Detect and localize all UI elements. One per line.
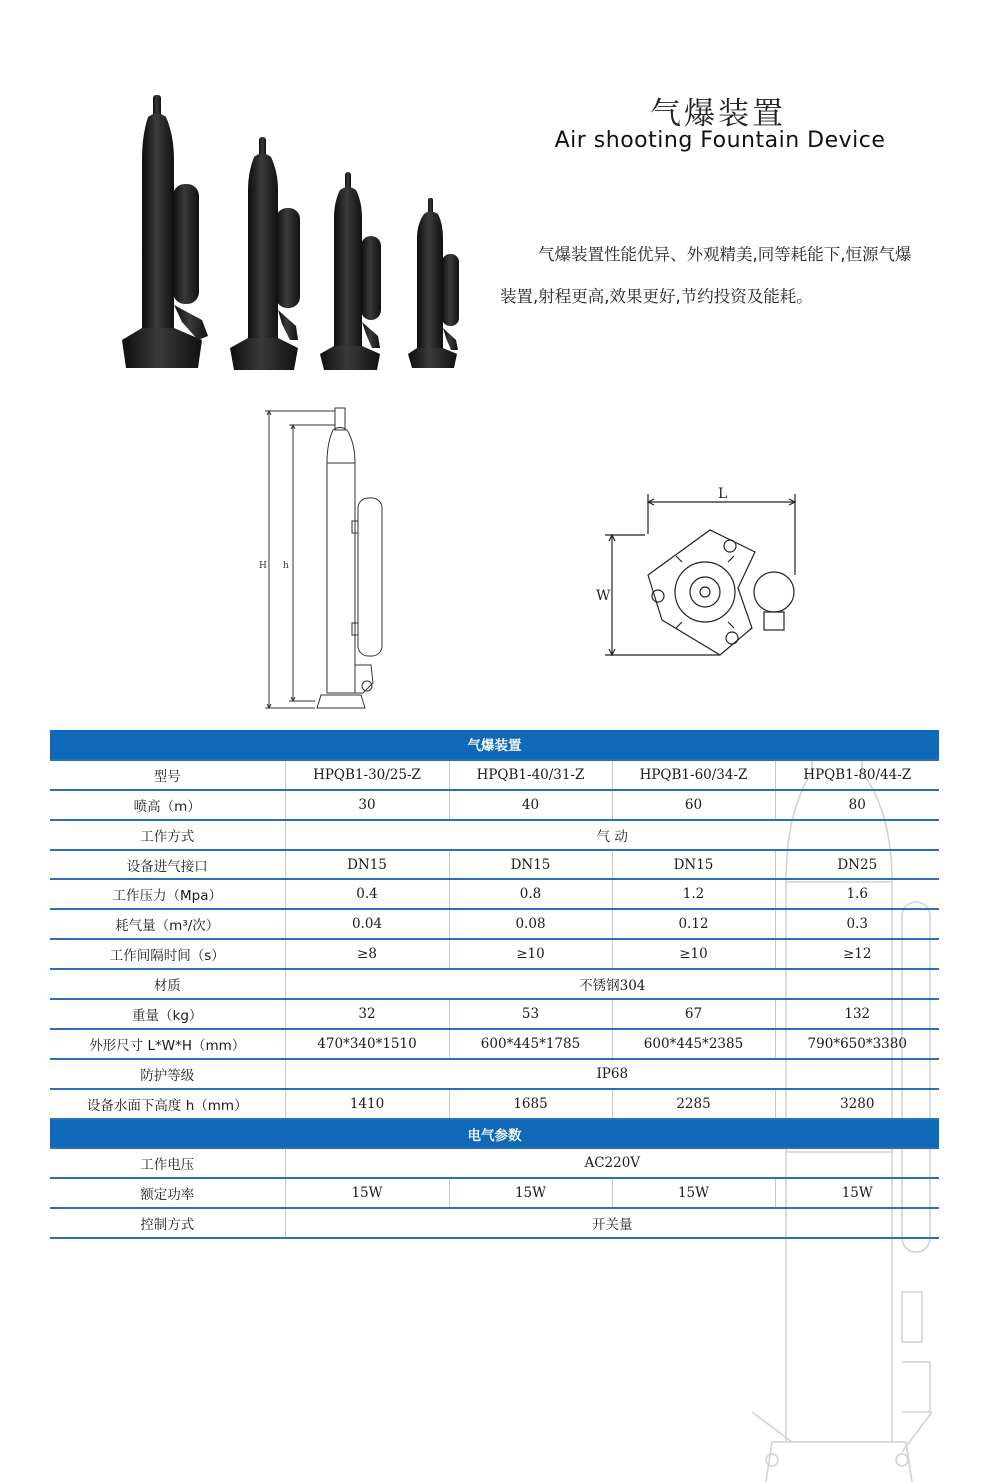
title-english: Air shooting Fountain Device xyxy=(554,128,886,153)
row-label: 设备进气接口 xyxy=(50,850,285,880)
row-value-merged: AC220V xyxy=(285,1148,939,1178)
row-value: ≥8 xyxy=(285,939,449,969)
spec-table xyxy=(50,730,939,1239)
row-value: 40 xyxy=(449,790,612,820)
row-value: DN15 xyxy=(612,850,775,880)
row-value: 1685 xyxy=(449,1089,612,1119)
row-value: 600*445*1785 xyxy=(449,1029,612,1059)
intro-paragraph: 气爆装置性能优异、外观精美,同等耗能下,恒源气爆装置,射程更高,效果更好,节约投资及能耗。 xyxy=(500,245,912,306)
row-label: 耗气量（m³/次） xyxy=(50,909,285,939)
row-value: ≥10 xyxy=(449,939,612,969)
row-value-merged: 气 动 xyxy=(285,820,939,850)
row-value: 0.08 xyxy=(449,909,612,939)
row-value-merged: IP68 xyxy=(285,1059,939,1089)
row-value: 0.12 xyxy=(612,909,775,939)
section-header-electrical xyxy=(50,1119,939,1149)
table-row xyxy=(50,939,939,969)
row-label: 工作电压 xyxy=(50,1148,285,1178)
side-label-h: h xyxy=(283,561,289,571)
side-label-H: H xyxy=(259,561,267,571)
row-value: 1.6 xyxy=(775,879,939,909)
row-value: 53 xyxy=(449,999,612,1029)
row-value: 67 xyxy=(612,999,775,1029)
row-label: 额定功率 xyxy=(50,1178,285,1208)
row-value: HPQB1-40/31-Z xyxy=(449,760,612,790)
row-value: HPQB1-30/25-Z xyxy=(285,760,449,790)
row-label: 工作间隔时间（s） xyxy=(50,939,285,969)
row-label: 设备水面下高度 h（mm） xyxy=(50,1089,285,1119)
table-row xyxy=(50,999,939,1029)
row-value: ≥10 xyxy=(612,939,775,969)
table-row xyxy=(50,969,939,999)
row-label: 防护等级 xyxy=(50,1059,285,1089)
row-label: 工作压力（Mpa） xyxy=(50,879,285,909)
device-medium-1 xyxy=(230,137,300,370)
section-header-device xyxy=(50,730,939,760)
row-value-merged: 不锈钢304 xyxy=(285,969,939,999)
device-large xyxy=(122,95,208,368)
row-value: 15W xyxy=(449,1178,612,1208)
table-row xyxy=(50,820,939,850)
table-row xyxy=(50,1178,939,1208)
row-value: HPQB1-80/44-Z xyxy=(775,760,939,790)
device-medium-2 xyxy=(320,172,381,370)
row-value: 80 xyxy=(775,790,939,820)
section-header-electrical-title: 电气参数 xyxy=(50,1119,939,1149)
row-value: 0.8 xyxy=(449,879,612,909)
row-label: 型号 xyxy=(50,760,285,790)
top-label-W: W xyxy=(596,588,611,604)
row-value: DN15 xyxy=(285,850,449,880)
row-value: 15W xyxy=(285,1178,449,1208)
row-value: 0.3 xyxy=(775,909,939,939)
table-row xyxy=(50,1148,939,1178)
side-view-drawing xyxy=(255,403,390,713)
row-label: 工作方式 xyxy=(50,820,285,850)
row-value: 30 xyxy=(285,790,449,820)
table-row xyxy=(50,1029,939,1059)
title-chinese: 气爆装置 xyxy=(650,96,786,132)
row-value: 470*340*1510 xyxy=(285,1029,449,1059)
row-value: 0.04 xyxy=(285,909,449,939)
table-row xyxy=(50,1059,939,1089)
section-header-device-title: 气爆装置 xyxy=(50,730,939,760)
row-value: DN15 xyxy=(449,850,612,880)
row-value: 15W xyxy=(612,1178,775,1208)
row-value-merged: 开关量 xyxy=(285,1208,939,1238)
table-row xyxy=(50,850,939,880)
row-value: 132 xyxy=(775,999,939,1029)
row-value: 2285 xyxy=(612,1089,775,1119)
device-small xyxy=(408,198,459,368)
row-value: 0.4 xyxy=(285,879,449,909)
row-label: 外形尺寸 L*W*H（mm） xyxy=(50,1029,285,1059)
row-label: 控制方式 xyxy=(50,1208,285,1238)
row-label: 材质 xyxy=(50,969,285,999)
row-value: 60 xyxy=(612,790,775,820)
row-value: 1.2 xyxy=(612,879,775,909)
top-view-drawing xyxy=(590,480,805,660)
row-value: 32 xyxy=(285,999,449,1029)
row-value: 1410 xyxy=(285,1089,449,1119)
row-value: DN25 xyxy=(775,850,939,880)
top-label-L: L xyxy=(718,486,728,502)
table-row xyxy=(50,790,939,820)
table-row xyxy=(50,1089,939,1119)
table-row xyxy=(50,760,939,790)
row-label: 喷高（m） xyxy=(50,790,285,820)
row-value: 3280 xyxy=(775,1089,939,1119)
row-value: 790*650*3380 xyxy=(775,1029,939,1059)
row-label: 重量（kg） xyxy=(50,999,285,1029)
row-value: HPQB1-60/34-Z xyxy=(612,760,775,790)
product-photo xyxy=(112,90,482,380)
row-value: 15W xyxy=(775,1178,939,1208)
row-value: 600*445*2385 xyxy=(612,1029,775,1059)
row-value: ≥12 xyxy=(775,939,939,969)
table-row xyxy=(50,1208,939,1238)
table-row xyxy=(50,909,939,939)
table-row xyxy=(50,879,939,909)
